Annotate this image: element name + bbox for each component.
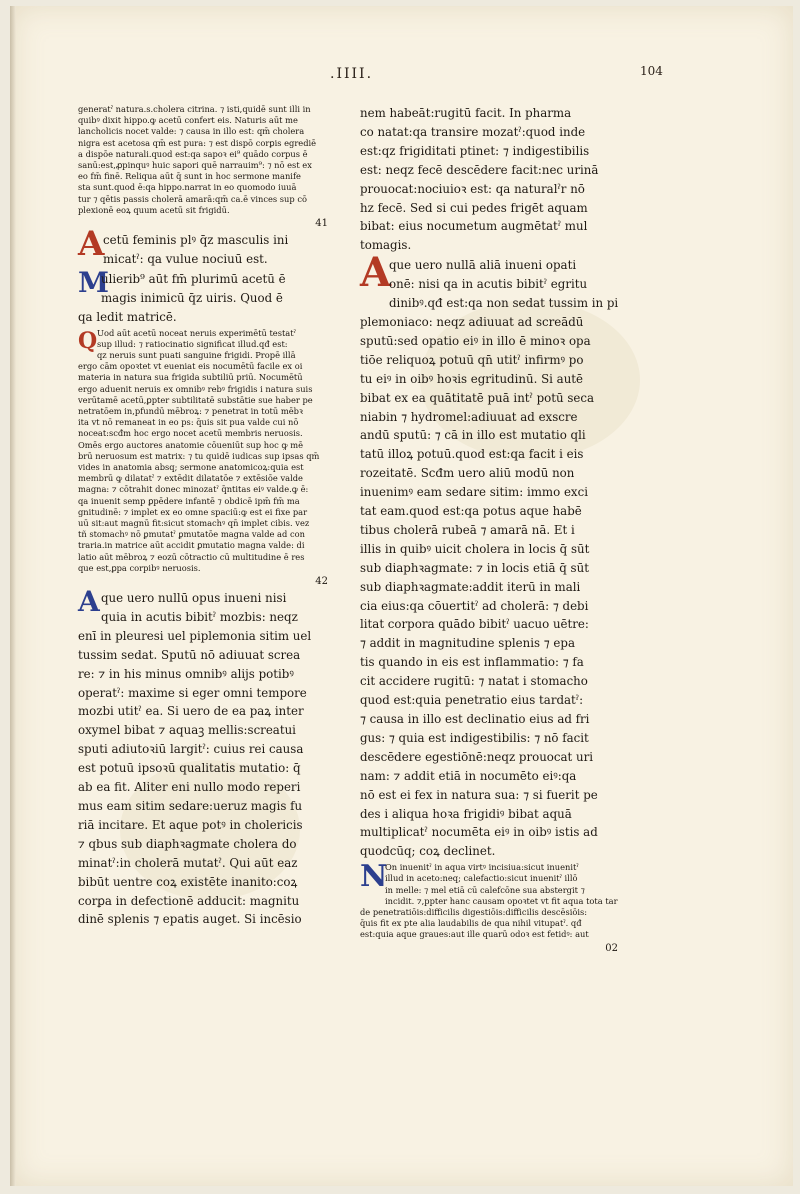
- text-line: est:quia aque graues:aut ille quarū odoꝛ est fetidꝰ: aut: [360, 929, 589, 940]
- text-paragraph: [360, 104, 640, 255]
- text-line: a dispōe naturali.quod est:qa sapoꝛ ei⁹ quādo corpus ē: [78, 148, 308, 159]
- text-line: verūtamē acetū,ꝑpter subtilitatē substātie sue haber pe: [78, 394, 313, 405]
- text-line: tat eam.quod est:qa potus aque habē: [360, 504, 582, 519]
- text-line: cetū feminis plꝰ q̄z masculis ini: [103, 233, 289, 248]
- text-line: mus eam sitim sedare:ueruz magis fu: [78, 799, 303, 813]
- text-line: latio aūt mēbroꝝ ⁊ eozū cōtractio cū multitudine ē res: [78, 551, 305, 562]
- text-line: sputū:sed opatio eiꝰ in illo ē minoꝛ opa: [360, 333, 591, 348]
- text-line: est potuū ipsoꝛū qualitatis mutatio: q̄: [78, 761, 301, 776]
- text-line: netratōem in,pfundū mēbroꝝ: ⁊ penetrat in totū mēbꝛ: [78, 405, 303, 416]
- text-line: rozeitatē. Scđm uero aliū modū non: [360, 466, 575, 481]
- text-line: re: ⁊ in his minus omnibꝰ alijs potibꝰ: [78, 666, 294, 681]
- text-line: dinē splenis ⁊ epatis auget. Si incēsio: [78, 912, 302, 927]
- text-line: brū neruosum est matrix: ⁊ tu quidē iudicas sup ipsas qm̄: [78, 450, 320, 461]
- text-line: ergo aduenit neruis ex omnibꝰ rebꝰ frigidis i natura suis: [78, 383, 313, 394]
- running-title: .IIII.: [330, 66, 374, 82]
- text-line: que uero nullū opus inueni nisi: [101, 591, 287, 606]
- text-line: qa inuenit semp ꝑpēdere infantē ⁊ obdicē ipm̄ fm̄ ma: [78, 495, 300, 506]
- illuminated-initial: A: [78, 585, 100, 619]
- text-line: nem habeāt:rugitū facit. In pharma: [360, 106, 572, 120]
- text-line: tibus cholerā rubeā ⁊ amarā nā. Et i: [360, 522, 575, 537]
- text-line: materia in natura sua frigida subtiliū priū. Nocumētū: [78, 372, 303, 383]
- text-line: magna: ⁊ cōtrahit donec minozatˀ q̄ntitas eiꝰ valde.ꝙ ē:: [78, 484, 309, 495]
- text-line: bibat ex ea quātitatē puā intˀ potū seca: [360, 390, 595, 405]
- text-line: quia in acutis bibitˀ mozbis: neqz: [101, 609, 298, 624]
- section-number: 42: [315, 576, 328, 588]
- text-line: tomagis.: [360, 238, 412, 253]
- text-line: On inuenitˀ in aqua virtꝰ incisiua:sicut inuenitˀ: [385, 862, 579, 873]
- text-line: traria.in matrice aūt accidit ꝑmutatio magna valde: di: [78, 540, 305, 551]
- text-line: multiplicatˀ nocumēta eiꝰ in oibꝰ istis ad: [360, 825, 598, 840]
- text-line: tur ⁊ qētis passis cholerā amarā:qm̄ ca.ē vinces sup cō: [78, 193, 307, 204]
- text-line: lancholicis nocet valde: ⁊ causa in illo est: qm̄ cholera: [78, 126, 305, 137]
- left-text-column: [78, 104, 350, 930]
- section-number: 41: [315, 218, 328, 230]
- text-line: eo fm̄ finē. Reliqua aūt q̄ sunt in hoc sermone manife: [78, 171, 301, 182]
- text-line: illud in aceto:neq; calefactio:sicut inuenitˀ illō: [385, 873, 578, 884]
- text-line: niabin ⁊ hydromel:adiuuat ad exscre: [360, 409, 578, 424]
- text-paragraph: [78, 265, 350, 327]
- text-line: de penetratiōis:difficilis digestiōis:difficilis descēsiōis:: [360, 907, 588, 918]
- text-line: bibat: eius nocumetum augmētatˀ mul: [360, 219, 588, 234]
- text-line: qa ledit matricē.: [78, 309, 177, 324]
- text-line: generatˀ natura.s.cholera citrina. ⁊ isti,quidē sunt illi in: [78, 104, 311, 114]
- text-line: cit accidere rugitū: ⁊ natat i stomacho: [360, 674, 588, 689]
- text-line: gnitudinē: ⁊ implet ex eo omne spaciū:ꝙ est ei fixe par: [78, 506, 308, 517]
- text-line: dinibꝰ.qđ est:qa non sedat tussim in pi: [389, 296, 619, 311]
- text-line: quod est:quia penetratio eius tardatˀ:: [360, 693, 584, 708]
- illuminated-initial: A: [360, 249, 392, 297]
- text-line: sta sunt.quod ē:qa hippo.narrat in eo quomodo iuuā: [78, 182, 297, 193]
- illuminated-initial: A: [78, 224, 105, 265]
- text-line: magis inimicū q̄z uiris. Quod ē: [101, 290, 283, 305]
- text-line: sup illud: ⁊ ratiocinatio significat illud.qđ est:: [97, 338, 288, 349]
- text-line: des i aliqua hoꝛa frigidiꝰ bibat aquā: [360, 806, 572, 821]
- text-line: que est,ꝑpa corpibꝰ neruosis.: [78, 562, 201, 573]
- text-line: ⁊ addit in magnitudine splenis ⁊ epa: [360, 636, 575, 651]
- text-line: oxymel bibat ⁊ aquaꝫ mellis:screatui: [78, 723, 296, 738]
- text-line: enī in pleuresi uel piplemonia sitim uel: [78, 628, 312, 643]
- text-line: litat corpora quādo bibitˀ uacuo uētre:: [360, 617, 589, 632]
- text-line: mozbi utitˀ ea. Si uero de ea paꝝ inter: [78, 704, 304, 719]
- text-line: sputi adiutoꝛiū largitˀ: cuius rei causa: [78, 742, 304, 757]
- text-line: ulierib⁹ aūt fm̄ plurimū acetū ē: [101, 271, 286, 286]
- text-line: tis quando in eis est inflammatio: ⁊ fa: [360, 655, 584, 670]
- text-line: vides in anatomia absq; sermone anatomicoꝝ:quia est: [78, 462, 304, 472]
- text-paragraph: [78, 104, 350, 216]
- text-line: hz fecē. Sed si cui pedes frigēt aquam: [360, 200, 588, 215]
- text-line: est:qz frigiditati ptinet: ⁊ indigestibilis: [360, 143, 590, 158]
- text-line: tñ stomachꝰ nō ꝑmutatˀ ꝑmutatōe magna valde ad con: [78, 529, 305, 540]
- page-gutter-edge: [10, 6, 16, 1186]
- folio-number: 104: [640, 64, 663, 78]
- text-line: ita vt nō remaneat in eo ps: q̄uis sit pua valde cui nō: [78, 417, 299, 428]
- text-line: membrū ꝙ dilatatˀ ⁊ extēdit dilatatōe ⁊ extēsiōe valde: [78, 473, 303, 484]
- illuminated-initial: M: [78, 265, 109, 299]
- text-line: Omēs ergo auctores anatomie cōueniūt sup hoc ꝙ mē: [78, 439, 303, 450]
- text-line: illis in quibꝰ uicit cholera in locis q̄ sūt: [360, 541, 590, 556]
- text-line: gus: ⁊ quia est indigestibilis: ⁊ nō facit: [360, 730, 589, 745]
- text-line: quibꝰ dixit hippo.ꝙ acetū confert eis. Naturis aūt me: [78, 115, 298, 126]
- text-line: Uod aūt acetū noceat neruis experimētū testatˀ: [97, 327, 296, 338]
- text-line: quodcūq; coꝝ declinet.: [360, 844, 496, 859]
- text-line: co natat:qa transire mozatˀ:quod inde: [360, 124, 586, 139]
- text-line: nigra est acetosa qm̄ est pura: ⁊ est dispō corꝑis egrediē: [78, 137, 317, 148]
- text-line: nam: ⁊ addit etiā in nocumēto eiꝰ:qa: [360, 768, 577, 783]
- text-paragraph: [78, 585, 350, 929]
- text-line: que uero nullā aliā inueni opati: [389, 258, 577, 273]
- text-line: operatˀ: maxime si eger omni tempore: [78, 685, 307, 700]
- text-line: ⁊ causa in illo est declinatio eius ad fri: [360, 712, 590, 726]
- text-line: bibūt uentre coꝝ existēte inanito:coꝝ: [78, 874, 298, 889]
- text-line: riā incitare. Et aque potꝰ in cholericis: [78, 817, 303, 832]
- text-paragraph: [78, 328, 350, 574]
- text-line: incidit. ⁊,ppter hanc causam opoꝛtet vt fit aqua tota tar: [385, 895, 618, 906]
- text-line: in melle: ⁊ mel etiā cū calefcōne sua abstergit ⁊: [385, 884, 585, 895]
- text-paragraph: [360, 249, 640, 861]
- text-line: cia eius:qa cōuertitˀ ad cholerā: ⁊ debi: [360, 598, 589, 613]
- text-line: sanū:est,ꝓpinquꝰ huic sapori quē narrauim⁹: ⁊ nō est ex: [78, 160, 312, 171]
- text-line: tiōe reliquoꝝ potuū qn̄ utitˀ infirmꝰ po: [360, 352, 584, 367]
- text-line: descēdere egestiōnē:neqz prouocat uri: [360, 749, 594, 764]
- text-line: ab ea fit. Aliter eni nullo modo reperi: [78, 780, 301, 795]
- text-line: ⁊ qbus sub diaphꝛagmate cholera do: [78, 836, 297, 851]
- text-line: prouocat:nociuioꝛ est: qa naturalˀr nō: [360, 181, 585, 196]
- text-line: noceat:scđm hoc ergo nocet acetū membris neruosis.: [78, 428, 303, 439]
- text-line: plexionē eoꝝ quum acetū sit frigidū.: [78, 204, 230, 215]
- text-line: minatˀ:in cholerā mutatˀ. Qui aūt eaz: [78, 855, 298, 870]
- text-line: tatū illoꝝ potuū.quod est:qa facit i eis: [360, 447, 584, 462]
- text-line: uū sit:aut magnū fit:sicut stomachꝰ qn̄ implet cibis. vez: [78, 518, 310, 529]
- text-line: ergo cām opoꝛtet vt eueniat eis nocumētū facile ex oi: [78, 361, 303, 372]
- text-line: inuenimꝰ eam sedare sitim: immo exci: [360, 485, 588, 500]
- text-line: tu eiꝰ in oibꝰ hoꝛis egritudinū. Si autē: [360, 371, 584, 386]
- text-line: plemoniaco: neqz adiuuat ad screādū: [360, 314, 584, 329]
- text-line: onē: nisi qa in acutis bibitˀ egritu: [389, 277, 588, 292]
- text-line: micatˀ: qa vulue nociuū est.: [103, 251, 268, 266]
- text-line: q̄uis fit ex pte alia laudabilis de qua nihil vitupatˀ. qđ: [360, 918, 582, 929]
- text-line: sub diaphꝛagmate: ⁊ in locis etiā q̄ sūt: [360, 560, 589, 575]
- text-line: andū sputū: ⁊ cā in illo est mutatio qli: [360, 428, 586, 443]
- text-paragraph: [360, 859, 640, 940]
- right-text-column: [360, 104, 640, 956]
- illuminated-initial: N: [360, 859, 388, 895]
- text-line: corꝑa in defectionē adducit: magnitu: [78, 893, 300, 908]
- text-line: nō est ei fex in natura sua: ⁊ si fuerit pe: [360, 787, 598, 802]
- illuminated-initial: Q: [78, 327, 98, 354]
- text-line: qz neruis sunt puati sanguine frigidi. Propē illā: [97, 349, 296, 360]
- text-line: tussim sedat. Sputū nō adiuuat screa: [78, 647, 301, 662]
- section-number: 02: [605, 942, 618, 954]
- text-line: est: neqz fecē descēdere facit:nec urinā: [360, 162, 599, 177]
- text-line: sub diaphꝛagmate:addit iterū in mali: [360, 579, 581, 594]
